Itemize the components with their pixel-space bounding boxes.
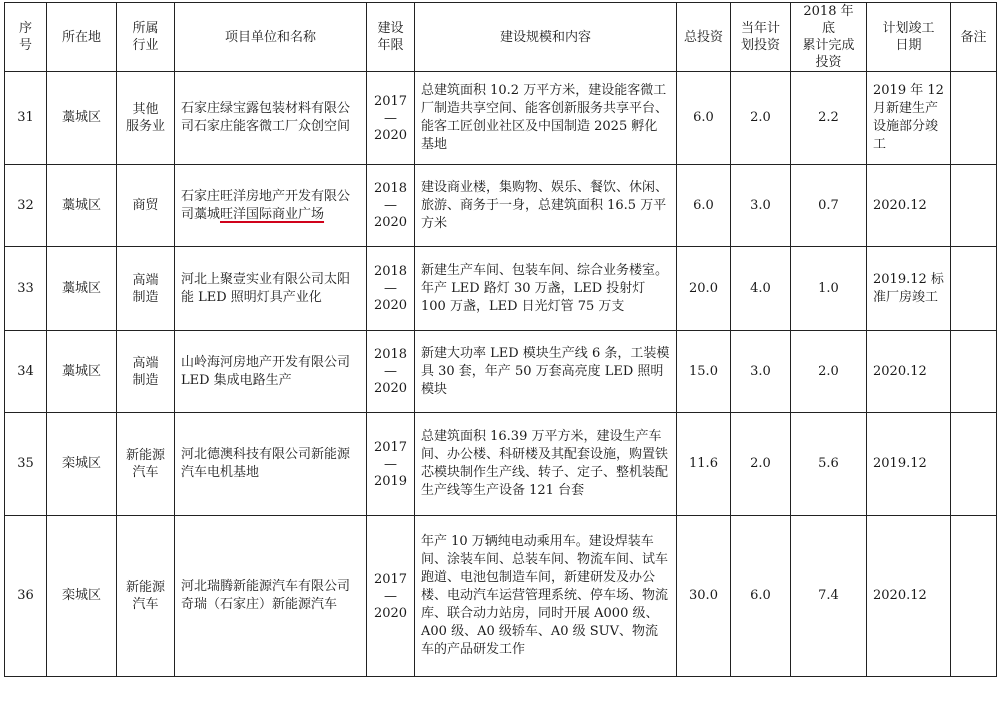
- cell-seq: 31: [5, 72, 47, 165]
- cell-annual: 6.0: [731, 516, 791, 677]
- cell-seq: 36: [5, 516, 47, 677]
- cell-remark: [951, 72, 997, 165]
- cell-seq: 35: [5, 413, 47, 516]
- period-line: 2018: [373, 264, 408, 279]
- table-row: [5, 165, 997, 247]
- table-row: [5, 72, 997, 165]
- industry-line: 制造: [132, 289, 159, 305]
- cell-total: 15.0: [677, 331, 731, 413]
- cell-remark: [951, 165, 997, 247]
- header-project: 项目单位和名称: [175, 3, 367, 72]
- cell-scale: 建设商业楼，集购物、娱乐、餐饮、休闲、旅游、商务于一身，总建筑面积 16.5 万平方米: [415, 165, 677, 247]
- cell-project: 河北上聚壹实业有限公司太阳能 LED 照明灯具产业化: [175, 247, 367, 331]
- cell-period: [367, 516, 415, 677]
- table-row: [5, 247, 997, 331]
- period-line: 2018: [373, 181, 408, 196]
- cell-total: 11.6: [677, 413, 731, 516]
- cell-period: [367, 331, 415, 413]
- cell-remark: [951, 247, 997, 331]
- header-cumulative: 2018 年底 累计完成 投资: [791, 3, 867, 72]
- cell-industry: [117, 516, 175, 677]
- cell-project: 石家庄绿宝露包装材料有限公司石家庄能客微工厂众创空间: [175, 72, 367, 165]
- industry-line: 其他: [132, 102, 159, 117]
- cell-period: [367, 413, 415, 516]
- period-line: 2018: [373, 347, 408, 362]
- industry-line: 新能源: [125, 580, 165, 595]
- header-annual: 当年计 划投资: [731, 3, 791, 72]
- cell-total: 6.0: [677, 165, 731, 247]
- period-line: 2017: [373, 571, 408, 587]
- cell-annual: 2.0: [731, 72, 791, 165]
- cell-project: 河北瑞腾新能源汽车有限公司奇瑞（石家庄）新能源汽车: [175, 516, 367, 677]
- cell-period: [367, 247, 415, 331]
- cell-completion: 2019.12 标准厂房竣工: [867, 247, 951, 331]
- industry-line: 服务业: [125, 119, 165, 134]
- cell-project: 河北德澳科技有限公司新能源汽车电机基地: [175, 413, 367, 516]
- cell-cumulative: 7.4: [791, 516, 867, 677]
- cell-industry: [117, 165, 175, 247]
- cell-project: 石家庄旺洋房地产开发有限公司藁城旺洋国际商业广场: [175, 165, 367, 247]
- cell-seq: 32: [5, 165, 47, 247]
- cell-completion: 2019 年 12 月新建生产设施部分竣工: [867, 72, 951, 165]
- industry-line: 高端: [132, 272, 159, 288]
- cell-remark: [951, 331, 997, 413]
- header-total: 总投资: [677, 3, 731, 72]
- cell-industry: [117, 413, 175, 516]
- cell-annual: 2.0: [731, 413, 791, 516]
- cell-location: 藁城区: [47, 72, 117, 165]
- underlined-project-name: 旺洋国际商业广场: [220, 206, 325, 222]
- period-line: 2020: [373, 298, 408, 313]
- header-completion: 计划竣工 日期: [867, 3, 951, 72]
- cell-industry: [117, 247, 175, 331]
- cell-completion: 2020.12: [867, 165, 951, 247]
- cell-scale: 新建生产车间、包装车间、综合业务楼室。年产 LED 路灯 30 万盏，LED 投射灯 100 万盏，LED 日光灯管 75 万支: [415, 247, 677, 331]
- cell-remark: [951, 413, 997, 516]
- cell-cumulative: 0.7: [791, 165, 867, 247]
- industry-line: 高端: [132, 355, 159, 371]
- table-row: [5, 413, 997, 516]
- period-line: 2017: [373, 439, 408, 455]
- cell-total: 30.0: [677, 516, 731, 677]
- period-line: 2020: [373, 215, 408, 230]
- period-line: 2017: [373, 93, 408, 109]
- header-period: 建设 年限: [367, 3, 415, 72]
- period-line: 2019: [373, 473, 408, 489]
- industry-line: 制造: [132, 372, 159, 388]
- cell-period: [367, 165, 415, 247]
- period-line: 2020: [373, 605, 408, 621]
- cell-location: 藁城区: [47, 331, 117, 413]
- industry-line: 汽车: [132, 465, 159, 480]
- cell-industry: [117, 331, 175, 413]
- period-line: 2020: [373, 381, 408, 396]
- table-row: [5, 331, 997, 413]
- cell-industry: [117, 72, 175, 165]
- header-industry: 所属 行业: [117, 3, 175, 72]
- period-line: —: [384, 281, 397, 296]
- header-location: 所在地: [47, 3, 117, 72]
- cell-period: [367, 72, 415, 165]
- cell-location: 藁城区: [47, 247, 117, 331]
- cell-seq: 33: [5, 247, 47, 331]
- cell-total: 20.0: [677, 247, 731, 331]
- header-seq: 序 号: [5, 3, 47, 72]
- period-line: —: [384, 364, 397, 379]
- cell-cumulative: 2.2: [791, 72, 867, 165]
- cell-scale: 新建大功率 LED 模块生产线 6 条，工装模具 30 套，年产 50 万套高亮度 LED 照明模块: [415, 331, 677, 413]
- cell-remark: [951, 516, 997, 677]
- period-line: —: [384, 110, 397, 126]
- cell-annual: 4.0: [731, 247, 791, 331]
- cell-cumulative: 2.0: [791, 331, 867, 413]
- table-row: [5, 516, 997, 677]
- period-line: —: [384, 588, 397, 604]
- cell-scale: 总建筑面积 16.39 万平方米，建设生产车间、办公楼、科研楼及其配套设施，购置铁芯模块制作生产线、转子、定子、整机装配生产线等生产设备 121 台套: [415, 413, 677, 516]
- table-body: [5, 72, 997, 677]
- industry-line: 商贸: [132, 198, 159, 213]
- period-line: 2020: [373, 127, 408, 143]
- cell-completion: 2020.12: [867, 516, 951, 677]
- project-table: [4, 2, 997, 677]
- industry-line: 新能源: [125, 448, 165, 463]
- header-remark: 备注: [951, 3, 997, 72]
- cell-scale: 总建筑面积 10.2 万平方米，建设能客微工厂制造共享空间、能客创新服务共享平台、能客工匠创业社区及中国制造 2025 孵化基地: [415, 72, 677, 165]
- cell-annual: 3.0: [731, 331, 791, 413]
- header-row: [5, 3, 997, 72]
- cell-project: 山岭海河房地产开发有限公司 LED 集成电路生产: [175, 331, 367, 413]
- cell-cumulative: 5.6: [791, 413, 867, 516]
- period-line: —: [384, 456, 397, 472]
- cell-location: 栾城区: [47, 413, 117, 516]
- header-scale: 建设规模和内容: [415, 3, 677, 72]
- cell-total: 6.0: [677, 72, 731, 165]
- cell-cumulative: 1.0: [791, 247, 867, 331]
- cell-completion: 2020.12: [867, 331, 951, 413]
- cell-completion: 2019.12: [867, 413, 951, 516]
- cell-scale: 年产 10 万辆纯电动乘用车。建设焊装车间、涂装车间、总装车间、物流车间、试车跑道、电池包制造车间，新建研发及办公楼、电动汽车运营管理系统、停车场、物流库、联合动力站房，同时开展 A000 级、A00 级、A0 级轿车、A0 级 SUV、物流车的产品研发工作: [415, 516, 677, 677]
- cell-annual: 3.0: [731, 165, 791, 247]
- industry-line: 汽车: [132, 597, 159, 612]
- cell-location: 栾城区: [47, 516, 117, 677]
- cell-seq: 34: [5, 331, 47, 413]
- period-line: —: [384, 198, 397, 213]
- cell-location: 藁城区: [47, 165, 117, 247]
